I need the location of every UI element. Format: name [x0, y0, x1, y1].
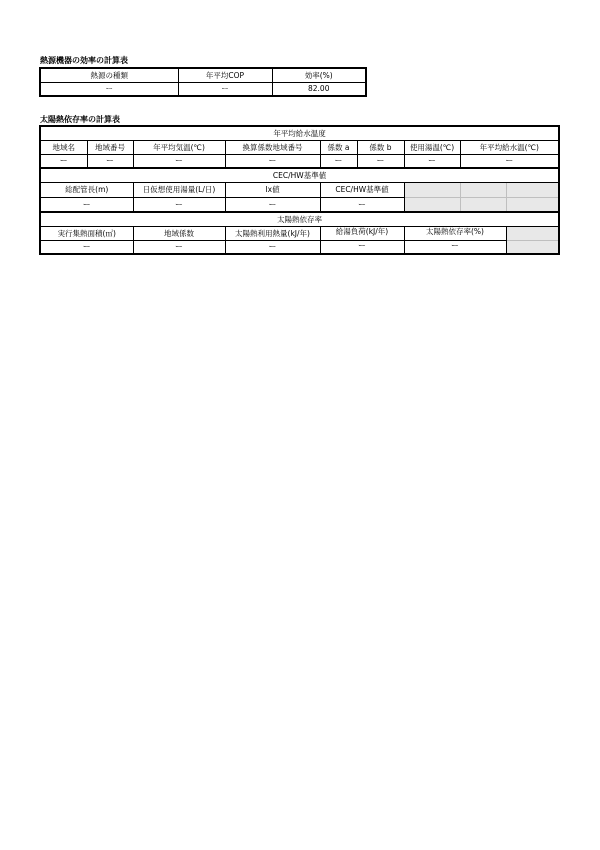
header-annual-cop: 年平均COP: [178, 68, 272, 82]
header-coefficient-a: 係数 a: [320, 140, 357, 154]
value-coefficient-b: ー: [357, 154, 404, 168]
value-region-coefficient: ー: [133, 240, 225, 254]
value-annual-cop: ー: [178, 82, 272, 96]
value-ix-value: ー: [225, 197, 320, 212]
value-hot-water-temp: ー: [404, 154, 460, 168]
header-daily-hot-water-usage: 日仮想使用湯量(L/日): [133, 182, 225, 197]
section-annual-water-temp-title: 年平均給水温度: [40, 126, 559, 140]
empty-gray-cell: [506, 197, 559, 212]
value-effective-collector-area: ー: [40, 240, 133, 254]
section-solar-dependency-title: 太陽熱依存率: [40, 212, 559, 226]
table2-title: 太陽熱依存率の計算表: [40, 115, 120, 124]
value-solar-dependency-rate: ー: [404, 240, 506, 254]
value-heat-source-type: ー: [40, 82, 178, 96]
header-efficiency: 効率(%): [272, 68, 366, 82]
value-cec-hw-standard: ー: [320, 197, 404, 212]
value-solar-heat-utilization: ー: [225, 240, 320, 254]
empty-gray-cell: [404, 197, 460, 212]
empty-gray-cell: [506, 182, 559, 197]
header-solar-dependency-rate: 太陽熱依存率(%): [404, 226, 506, 240]
header-region-number: 地域番号: [87, 140, 133, 154]
header-region-name: 地域名: [40, 140, 87, 154]
value-coefficient-a: ー: [320, 154, 357, 168]
empty-gray-cell: [404, 182, 460, 197]
value-total-pipe-length: ー: [40, 197, 133, 212]
header-coefficient-b: 係数 b: [357, 140, 404, 154]
value-annual-water-temp: ー: [460, 154, 559, 168]
value-conversion-region-number: ー: [225, 154, 320, 168]
header-total-pipe-length: 総配管長(m): [40, 182, 133, 197]
header-ix-value: Ix値: [225, 182, 320, 197]
value-daily-hot-water-usage: ー: [133, 197, 225, 212]
table1-title: 熱源機器の効率の計算表: [40, 56, 128, 65]
value-efficiency: 82.00: [272, 82, 366, 96]
header-cec-hw-standard: CEC/HW基準値: [320, 182, 404, 197]
header-hot-water-load: 給湯負荷(kJ/年): [320, 226, 404, 240]
value-region-name: ー: [40, 154, 87, 168]
heat-source-efficiency-table: [39, 67, 367, 97]
empty-gray-cell: [506, 226, 559, 240]
header-effective-collector-area: 実行集熱面積(㎡): [40, 226, 133, 240]
solar-dependency-table: [39, 125, 560, 255]
value-region-number: ー: [87, 154, 133, 168]
header-annual-water-temp: 年平均給水温(℃): [460, 140, 559, 154]
value-annual-temperature: ー: [133, 154, 225, 168]
header-conversion-region-number: 換算係数地域番号: [225, 140, 320, 154]
header-annual-temperature: 年平均気温(℃): [133, 140, 225, 154]
empty-gray-cell: [506, 240, 559, 254]
header-region-coefficient: 地域係数: [133, 226, 225, 240]
header-heat-source-type: 熱源の種類: [40, 68, 178, 82]
section-cec-hw-title: CEC/HW基準値: [40, 168, 559, 182]
header-solar-heat-utilization: 太陽熱利用熱量(kJ/年): [225, 226, 320, 240]
header-hot-water-temp: 使用湯温(℃): [404, 140, 460, 154]
empty-gray-cell: [460, 197, 506, 212]
empty-gray-cell: [460, 182, 506, 197]
value-hot-water-load: ー: [320, 240, 404, 254]
